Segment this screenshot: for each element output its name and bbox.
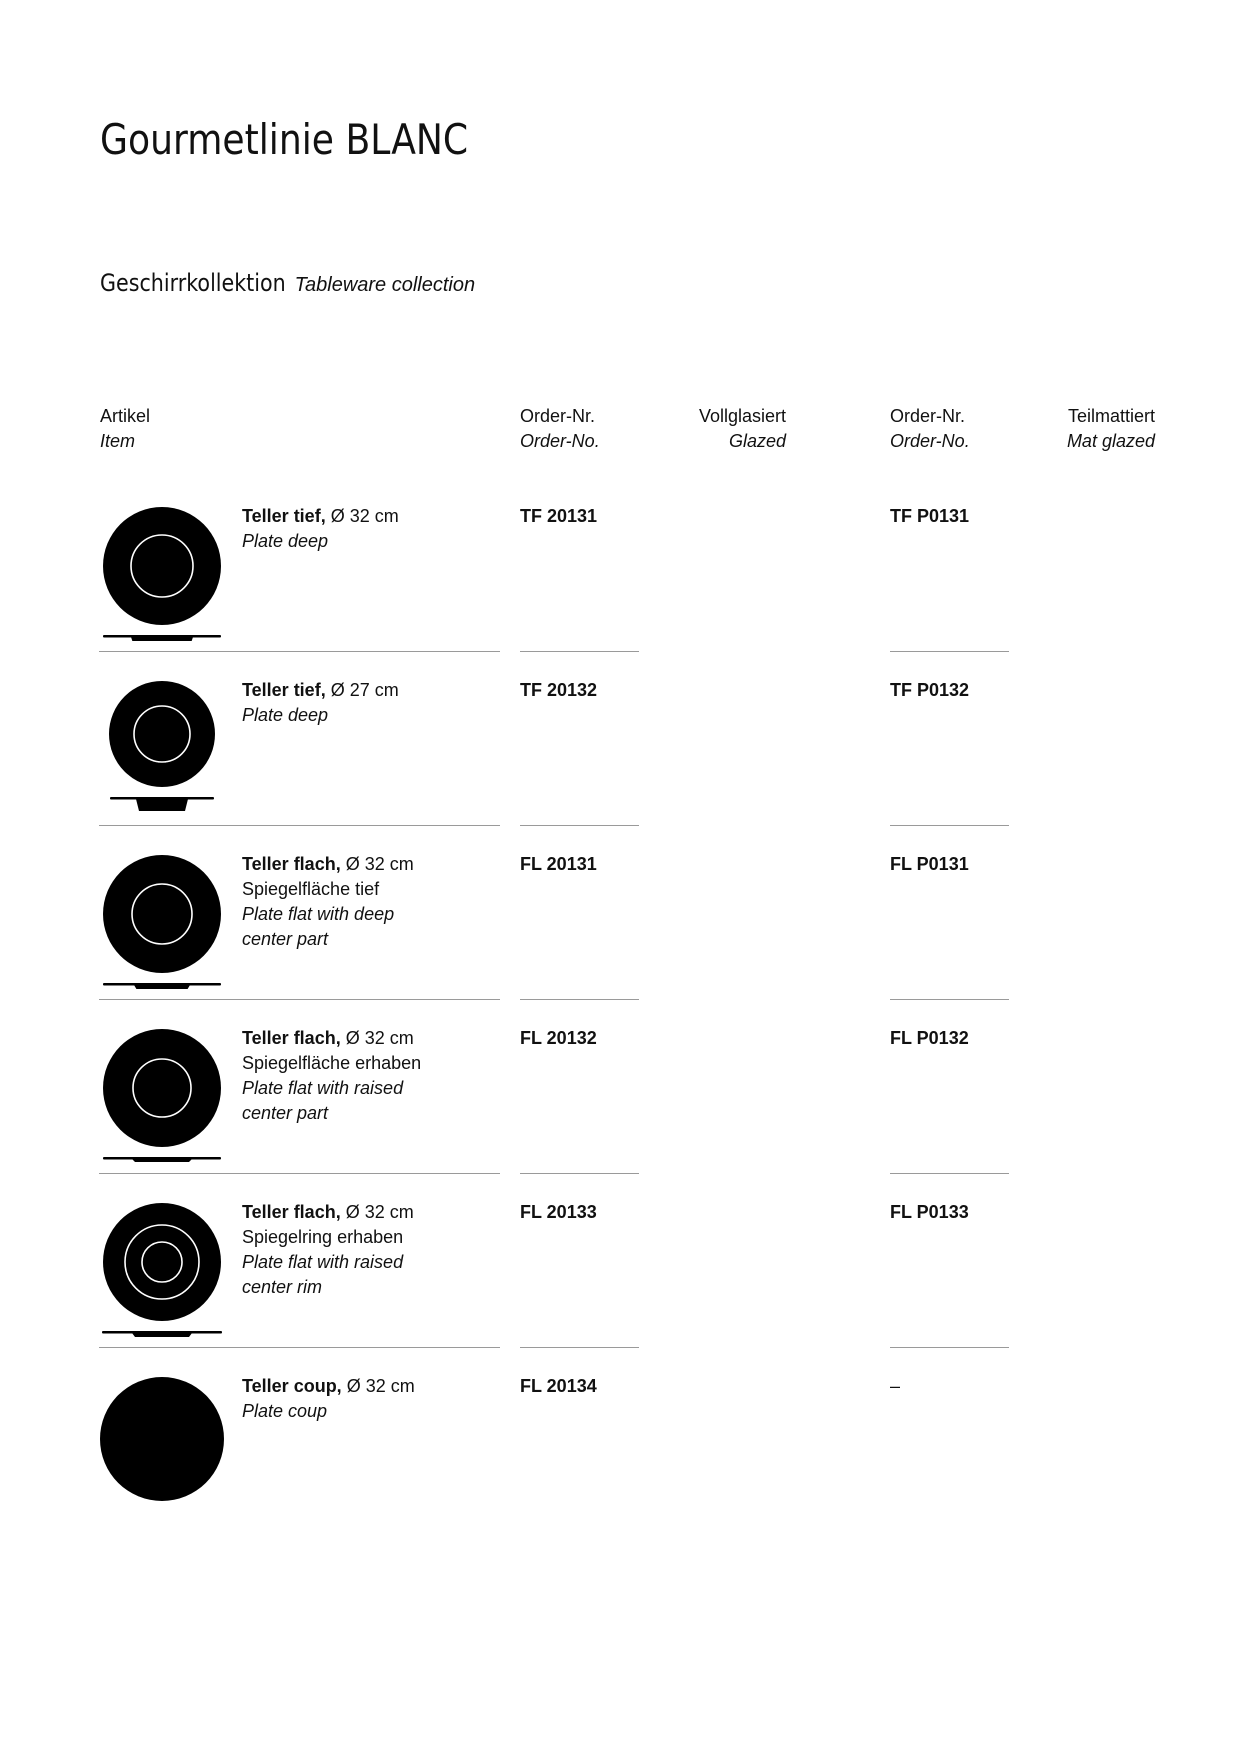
- plate-coup-icon: [99, 1361, 229, 1511]
- plate-deep-small-icon: [99, 665, 229, 815]
- item-detail-de: Spiegelfläche tief: [242, 879, 380, 899]
- order-number-glazed: FL 20133: [520, 1202, 597, 1222]
- plate-flat-deep-center-icon: [99, 839, 229, 989]
- row-divider: [520, 1347, 639, 1348]
- row-divider: [99, 1347, 500, 1348]
- item-description: [242, 1026, 421, 1126]
- order-number-matt: FL P0132: [890, 1028, 969, 1048]
- header-item-de: Artikel: [100, 406, 151, 426]
- item-size: Ø 32 cm: [340, 854, 414, 874]
- order-number-matt: FL P0133: [890, 1202, 969, 1222]
- row-divider: [520, 1173, 639, 1174]
- item-detail-de: Spiegelfläche erhaben: [242, 1053, 422, 1073]
- item-detail-de: Spiegelring erhaben: [242, 1227, 404, 1247]
- header-matt: [1000, 404, 1155, 454]
- item-detail-en: center part: [242, 929, 329, 949]
- item-title: [242, 852, 414, 877]
- row-divider: [520, 999, 639, 1000]
- item-name: Teller tief,: [242, 680, 326, 700]
- order-number-glazed: FL 20134: [520, 1376, 597, 1396]
- item-title: [242, 1026, 421, 1051]
- item-name: Teller flach,: [242, 1028, 341, 1048]
- row-divider: [99, 1173, 500, 1174]
- item-name: Teller flach,: [242, 854, 341, 874]
- item-description: [242, 504, 399, 554]
- order-number-glazed: TF 20132: [520, 680, 598, 700]
- row-divider: [890, 1173, 1009, 1174]
- header-glazed-en: Glazed: [728, 431, 786, 451]
- order-number-matt: TF P0132: [890, 680, 970, 700]
- subtitle-de: Geschirrkollektion: [100, 269, 286, 297]
- order-number-glazed: FL 20131: [520, 854, 597, 874]
- item-detail-en: Plate coup: [242, 1401, 328, 1421]
- item-size: Ø 32 cm: [341, 1376, 415, 1396]
- order-number-matt: FL P0131: [890, 854, 969, 874]
- header-order-matt-en: Order-No.: [890, 431, 970, 451]
- item-detail-en: center part: [242, 1103, 329, 1123]
- header-order-matt-de: Order-Nr.: [890, 406, 966, 426]
- item-detail-en: Plate flat with raised: [242, 1078, 404, 1098]
- header-glazed: [640, 404, 786, 454]
- item-name: Teller flach,: [242, 1202, 341, 1222]
- row-divider: [890, 999, 1009, 1000]
- item-size: Ø 32 cm: [340, 1202, 414, 1222]
- plate-flat-raised-center-icon: [99, 1013, 229, 1163]
- item-size: Ø 32 cm: [340, 1028, 414, 1048]
- page-title: Gourmetlinie BLANC: [100, 115, 469, 164]
- header-order-glazed-en: Order-No.: [520, 431, 600, 451]
- item-size: Ø 27 cm: [325, 680, 399, 700]
- item-detail-en: Plate deep: [242, 705, 329, 725]
- order-number-glazed: TF 20131: [520, 506, 598, 526]
- item-title: [242, 504, 399, 529]
- plate-flat-raised-rim-icon: [99, 1187, 229, 1337]
- item-detail-en: Plate deep: [242, 531, 329, 551]
- header-glazed-de: Vollglasiert: [698, 406, 786, 426]
- row-divider: [99, 651, 500, 652]
- item-title: [242, 1200, 414, 1225]
- order-number-glazed: FL 20132: [520, 1028, 597, 1048]
- subtitle-en: Tableware collection: [294, 274, 476, 296]
- header-order-glazed: [520, 404, 600, 454]
- item-title: [242, 678, 399, 703]
- header-item: [100, 404, 150, 454]
- item-title: [242, 1374, 415, 1399]
- item-size: Ø 32 cm: [325, 506, 399, 526]
- row-divider: [99, 999, 500, 1000]
- item-detail-en: Plate flat with deep: [242, 904, 395, 924]
- header-order-matt: [890, 404, 970, 454]
- row-divider: [890, 825, 1009, 826]
- header-item-en: Item: [100, 431, 136, 451]
- order-number-matt: –: [890, 1376, 901, 1396]
- row-divider: [890, 651, 1009, 652]
- plate-deep-large-icon: [99, 491, 229, 641]
- item-description: [242, 1374, 415, 1424]
- item-description: [242, 852, 414, 952]
- item-description: [242, 1200, 414, 1300]
- header-order-glazed-de: Order-Nr.: [520, 406, 596, 426]
- row-divider: [99, 825, 500, 826]
- header-matt-de: Teilmattiert: [1067, 406, 1155, 426]
- header-matt-en: Mat glazed: [1066, 431, 1155, 451]
- item-name: Teller coup,: [242, 1376, 342, 1396]
- item-description: [242, 678, 399, 728]
- row-divider: [890, 1347, 1009, 1348]
- page-subtitle: [100, 268, 475, 300]
- item-detail-en: center rim: [242, 1277, 323, 1297]
- row-divider: [520, 825, 639, 826]
- item-name: Teller tief,: [242, 506, 326, 526]
- order-number-matt: TF P0131: [890, 506, 970, 526]
- row-divider: [520, 651, 639, 652]
- item-detail-en: Plate flat with raised: [242, 1252, 404, 1272]
